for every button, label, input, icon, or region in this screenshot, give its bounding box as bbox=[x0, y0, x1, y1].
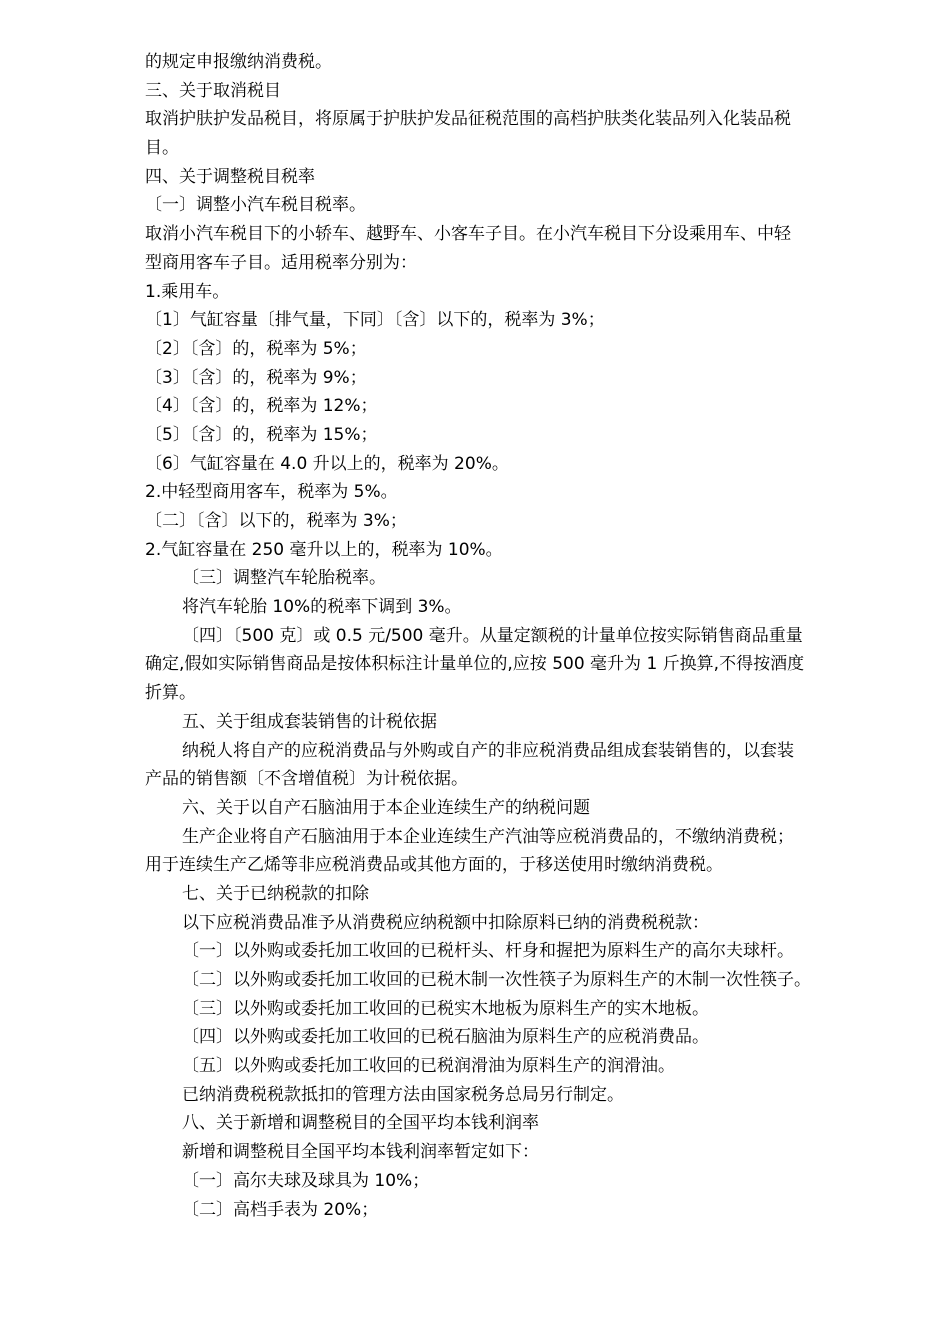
text-line: 〔四〕〔500 克〕或 0.5 元/500 毫升。从量定额税的计量单位按实际销售商品重量 bbox=[182, 625, 803, 646]
list-item: 2.中轻型商用客车，税率为 5%。 bbox=[145, 482, 398, 503]
section-heading: 三、关于取消税目 bbox=[145, 80, 281, 101]
list-item: 〔6〕气缸容量在 4.0 升以上的，税率为 20%。 bbox=[145, 453, 509, 474]
text-line: 型商用客车子目。适用税率分别为： bbox=[145, 252, 417, 273]
list-item: 〔一〕以外购或委托加工收回的已税杆头、杆身和握把为原料生产的高尔夫球杆。 bbox=[182, 941, 794, 962]
list-item: 2.气缸容量在 250 毫升以上的，税率为 10%。 bbox=[145, 539, 503, 560]
list-item: 〔三〕以外购或委托加工收回的已税实木地板为原料生产的实木地板。 bbox=[182, 998, 709, 1019]
section-heading: 四、关于调整税目税率 bbox=[145, 166, 315, 187]
text-line: 产品的销售额〔不含增值税〕为计税依据。 bbox=[145, 769, 468, 790]
section-heading: 六、关于以自产石脑油用于本企业连续生产的纳税问题 bbox=[182, 797, 590, 818]
text-line: 生产企业将自产石脑油用于本企业连续生产汽油等应税消费品的，不缴纳消费税； bbox=[182, 826, 794, 847]
document-body bbox=[145, 48, 885, 1224]
list-item: 〔五〕以外购或委托加工收回的已税润滑油为原料生产的润滑油。 bbox=[182, 1056, 675, 1077]
text-line: 将汽车轮胎 10%的税率下调到 3%。 bbox=[182, 597, 462, 618]
text-line: 以下应税消费品准予从消费税应纳税额中扣除原料已纳的消费税税款： bbox=[182, 912, 709, 933]
section-heading: 七、关于已纳税款的扣除 bbox=[182, 883, 369, 904]
text-line: 目。 bbox=[145, 138, 179, 159]
text-line: 纳税人将自产的应税消费品与外购或自产的非应税消费品组成套装销售的，以套装 bbox=[182, 740, 794, 761]
text-line: 取消护肤护发品税目，将原属于护肤护发品征税范围的高档护肤类化装品列入化装品税 bbox=[145, 109, 791, 130]
text-line: 新增和调整税目全国平均本钱利润率暂定如下： bbox=[182, 1142, 539, 1163]
list-item: 〔四〕以外购或委托加工收回的已税石脑油为原料生产的应税消费品。 bbox=[182, 1027, 709, 1048]
subsection-heading: 〔三〕调整汽车轮胎税率。 bbox=[182, 568, 386, 589]
list-item: 〔二〕以外购或委托加工收回的已税木制一次性筷子为原料生产的木制一次性筷子。 bbox=[182, 970, 811, 990]
text-line: 确定,假如实际销售商品是按体积标注计量单位的,应按 500 毫升为 1 斤换算,不得按酒度 bbox=[145, 654, 805, 675]
section-heading: 八、关于新增和调整税目的全国平均本钱利润率 bbox=[182, 1113, 539, 1134]
list-item: 〔二〕〔含〕以下的，税率为 3%； bbox=[145, 511, 407, 531]
text-line: 取消小汽车税目下的小轿车、越野车、小客车子目。在小汽车税目下分设乘用车、中轻 bbox=[145, 224, 791, 245]
list-item: 〔5〕〔含〕的，税率为 15%； bbox=[145, 424, 378, 445]
list-item: 〔一〕高尔夫球及球具为 10%； bbox=[182, 1170, 430, 1191]
text-line: 已纳消费税税款抵扣的管理方法由国家税务总局另行制定。 bbox=[182, 1084, 624, 1105]
list-item: 〔3〕〔含〕的，税率为 9%； bbox=[145, 367, 367, 388]
list-item: 〔2〕〔含〕的，税率为 5%； bbox=[145, 338, 367, 359]
subsection-heading: 〔一〕调整小汽车税目税率。 bbox=[145, 195, 366, 216]
text-line: 的规定申报缴纳消费税。 bbox=[145, 52, 332, 72]
list-item: 1.乘用车。 bbox=[145, 281, 230, 302]
list-item: 〔4〕〔含〕的，税率为 12%； bbox=[145, 396, 378, 417]
text-line: 用于连续生产乙烯等非应税消费品或其他方面的，于移送使用时缴纳消费税。 bbox=[145, 855, 723, 876]
text-line: 折算。 bbox=[145, 683, 196, 704]
section-heading: 五、关于组成套装销售的计税依据 bbox=[182, 711, 437, 732]
list-item: 〔1〕气缸容量〔排气量，下同〕〔含〕以下的，税率为 3%； bbox=[145, 310, 605, 331]
list-item: 〔二〕高档手表为 20%； bbox=[182, 1199, 379, 1220]
